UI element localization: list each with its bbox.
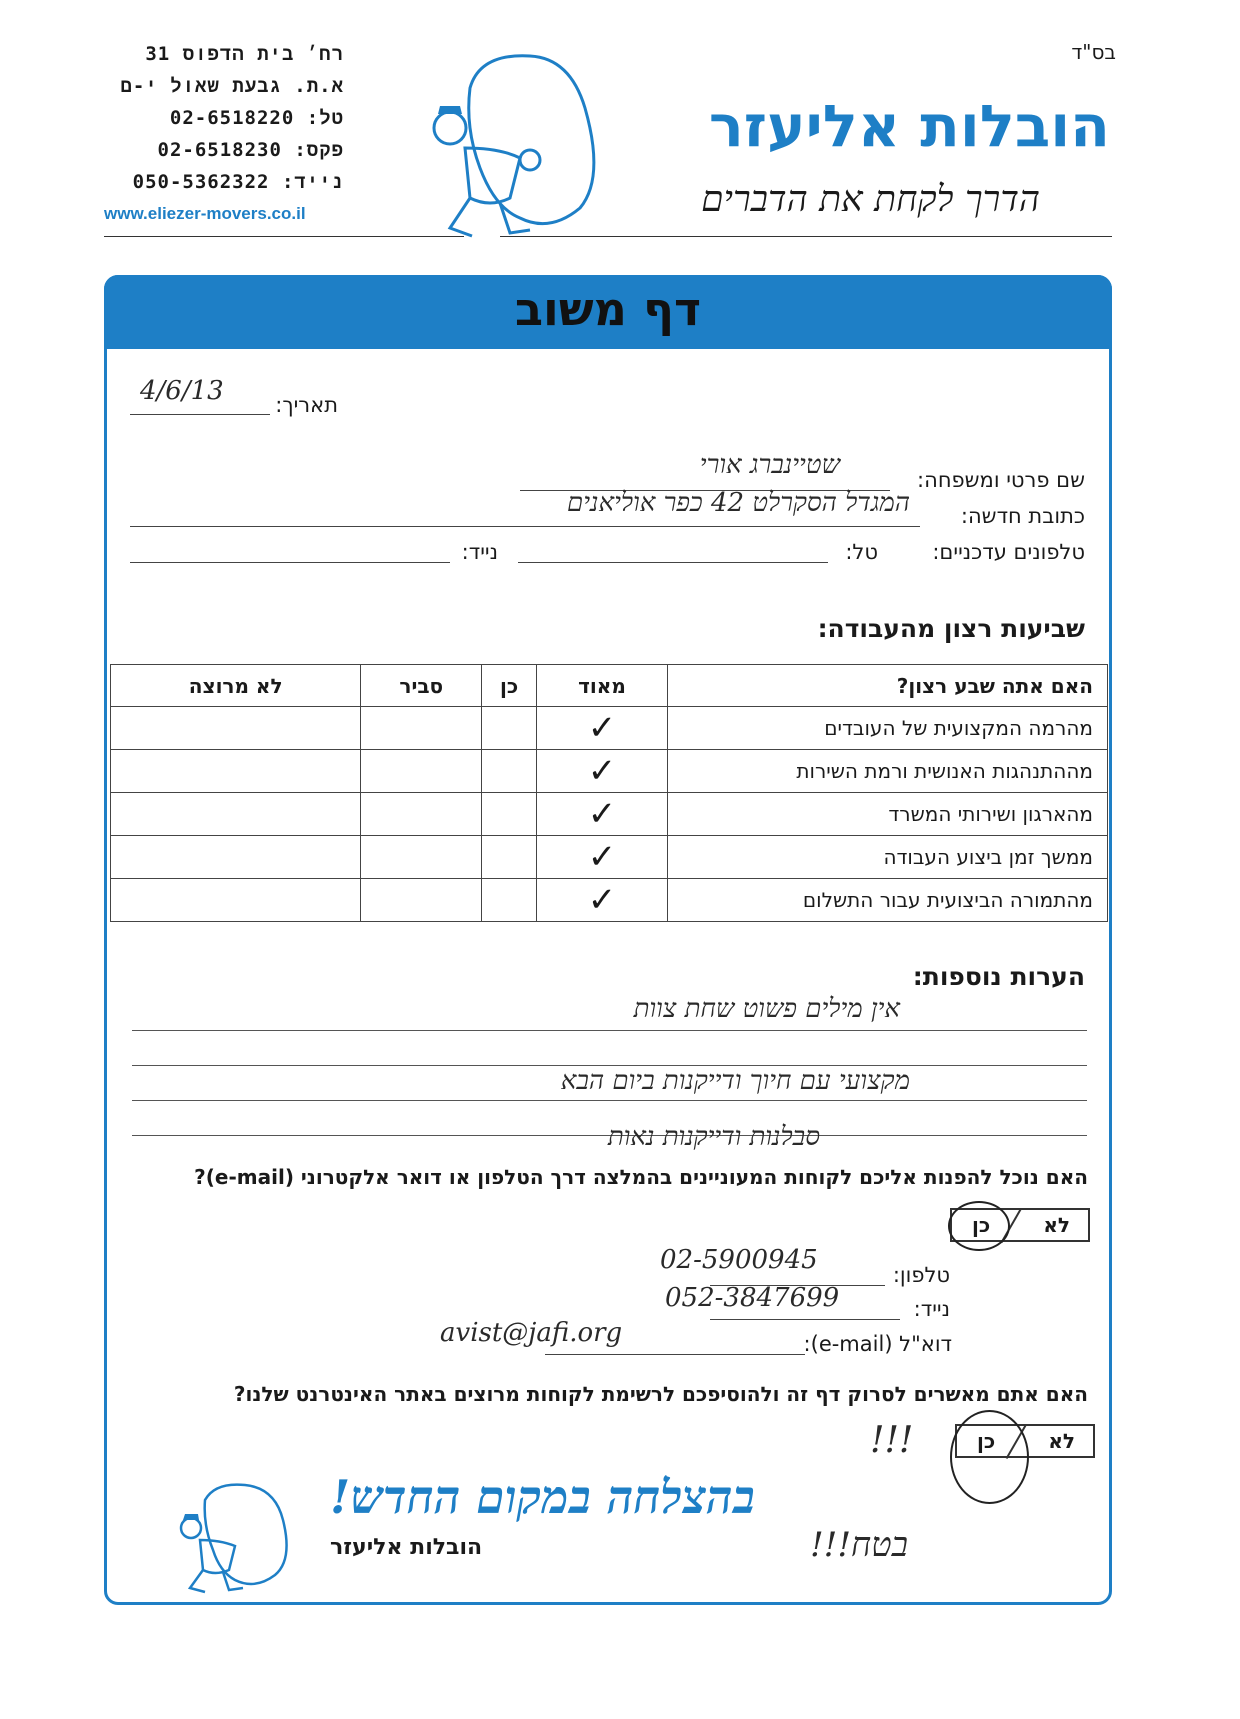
checkbox-unsatisfied[interactable] <box>111 879 361 922</box>
note-line-1 <box>132 1030 1087 1031</box>
fax-line: פקס: 02-6518230 <box>157 139 344 161</box>
footer-slogan: בהצלחה במקום החדש! <box>330 1470 755 1524</box>
company-contact <box>104 38 344 230</box>
contact-no-option[interactable]: לא <box>1043 1213 1070 1237</box>
checkbox-yes[interactable] <box>482 793 537 836</box>
contact-email-line <box>545 1354 805 1355</box>
table-row <box>111 879 1108 922</box>
tel-line <box>518 562 828 563</box>
table-row <box>111 793 1108 836</box>
phone-line: טל: 02-6518220 <box>169 107 344 129</box>
tel-label: טל: <box>845 540 878 564</box>
scan-handwritten-marks: !!! <box>870 1420 914 1461</box>
row-question: ממשך זמן ביצוע העבודה <box>668 836 1108 879</box>
scan-question: האם אתם מאשרים לסרוק דף זה ולהוסיפכם לרשימת לקוחות מרוצים באתר האינטרנט שלנו? <box>233 1382 1088 1406</box>
address-label: כתובת חדשה: <box>960 504 1085 528</box>
mover-mascot-logo <box>410 48 620 243</box>
checkbox-reasonable[interactable] <box>361 793 482 836</box>
brand-slogan: הדרך לקחת את הדברים <box>701 179 1040 220</box>
checkbox-unsatisfied[interactable] <box>111 793 361 836</box>
mobile-line: נייד: 050-5362322 <box>132 171 344 193</box>
row-question: מהתמורה הביצועית עבור התשלום <box>668 879 1108 922</box>
website-link[interactable]: www.eliezer-movers.co.il <box>104 204 306 223</box>
checkbox-reasonable[interactable] <box>361 879 482 922</box>
mobile-label: נייד: <box>461 540 498 564</box>
date-label: תאריך: <box>275 393 338 417</box>
row-question: מהארגון ושירותי המשרד <box>668 793 1108 836</box>
checkbox-reasonable[interactable] <box>361 836 482 879</box>
contact-question: האם נוכל להפנות אליכם לקוחות המעוניינים בהמלצה דרך הטלפון או דואר אלקטרוני (e-mail)? <box>194 1165 1088 1189</box>
scan-no-option[interactable]: לא <box>1048 1429 1075 1453</box>
header-divider-right <box>500 236 1112 237</box>
contact-phone-label: טלפון: <box>892 1263 950 1287</box>
col-yes: כן <box>482 665 537 707</box>
satisfaction-table <box>110 664 1108 922</box>
address-line-1: רח׳ בית הדפוס 31 <box>145 43 344 65</box>
bsd-mark: בס"ד <box>1071 40 1116 64</box>
checkbox-very[interactable]: ✓ <box>537 793 668 836</box>
checkbox-unsatisfied[interactable] <box>111 707 361 750</box>
col-reasonable: סביר <box>361 665 482 707</box>
col-unsatisfied: לא מרוצה <box>111 665 361 707</box>
col-very: מאוד <box>537 665 668 707</box>
contact-phone-value[interactable]: 02-5900945 <box>660 1245 818 1275</box>
note-line-3 <box>132 1100 1087 1101</box>
checkbox-yes[interactable] <box>482 836 537 879</box>
address-line <box>130 526 920 527</box>
checkbox-very[interactable]: ✓ <box>537 836 668 879</box>
scan-yes-option[interactable]: כן <box>977 1429 996 1453</box>
table-row <box>111 707 1108 750</box>
checkbox-reasonable[interactable] <box>361 707 482 750</box>
footer-brand: הובלות אליעזר <box>330 1535 483 1560</box>
date-line <box>130 414 270 415</box>
contact-mobile-value[interactable]: 052-3847699 <box>665 1283 840 1313</box>
date-value[interactable]: 4/6/13 <box>140 376 224 406</box>
note-text-1[interactable]: אין מילים פשוט שחת צוות <box>633 994 900 1024</box>
scan-handwritten-note: בטח!!! <box>810 1525 909 1565</box>
checkbox-very[interactable]: ✓ <box>537 750 668 793</box>
name-label: שם פרטי ומשפחה: <box>917 468 1085 492</box>
contact-email-value[interactable]: avist@jafi.org <box>440 1318 623 1348</box>
contact-yes-option[interactable]: כן <box>972 1213 991 1237</box>
notes-title: הערות נוספות: <box>912 962 1085 991</box>
contact-email-label: דוא"ל (e-mail): <box>803 1332 952 1356</box>
col-question: האם אתה שבע רצון? <box>668 665 1108 707</box>
brand-name: הובלות אליעזר <box>708 92 1110 160</box>
contact-mobile-label: נייד: <box>913 1297 950 1321</box>
note-text-3[interactable]: סבלנות ודייקנות נאות <box>607 1122 820 1152</box>
checkbox-unsatisfied[interactable] <box>111 750 361 793</box>
row-question: מהרמה המקצועית של העובדים <box>668 707 1108 750</box>
checkbox-yes[interactable] <box>482 707 537 750</box>
phones-label: טלפונים עדכניים: <box>932 540 1085 564</box>
checkbox-very[interactable]: ✓ <box>537 879 668 922</box>
mover-mascot-small-logo <box>165 1480 300 1595</box>
header-divider-left <box>104 236 464 237</box>
checkbox-yes[interactable] <box>482 879 537 922</box>
mobile-line <box>130 562 450 563</box>
table-header-row <box>111 665 1108 707</box>
checkbox-unsatisfied[interactable] <box>111 836 361 879</box>
row-question: מההתנהגות האנושית ורמת השירות <box>668 750 1108 793</box>
checkbox-very[interactable]: ✓ <box>537 707 668 750</box>
checkbox-yes[interactable] <box>482 750 537 793</box>
note-text-2[interactable]: מקצועי עם חיוך ודייקנות ביום הבא <box>560 1066 910 1096</box>
address-line-2: א.ת. גבעת שאול י-ם <box>120 75 344 97</box>
contact-mobile-line <box>710 1319 900 1320</box>
yes-circle-mark <box>948 1201 1010 1251</box>
table-row <box>111 750 1108 793</box>
yes-circle-mark <box>950 1410 1029 1504</box>
satisfaction-title: שביעות רצון מהעבודה: <box>817 614 1085 643</box>
name-value[interactable]: שטיינברג אורי <box>699 450 840 480</box>
checkbox-reasonable[interactable] <box>361 750 482 793</box>
table-row <box>111 836 1108 879</box>
form-title: דף משוב <box>514 282 702 336</box>
address-value[interactable]: המגדל הסקרלט 42 כפר אוליאנים <box>567 488 910 518</box>
